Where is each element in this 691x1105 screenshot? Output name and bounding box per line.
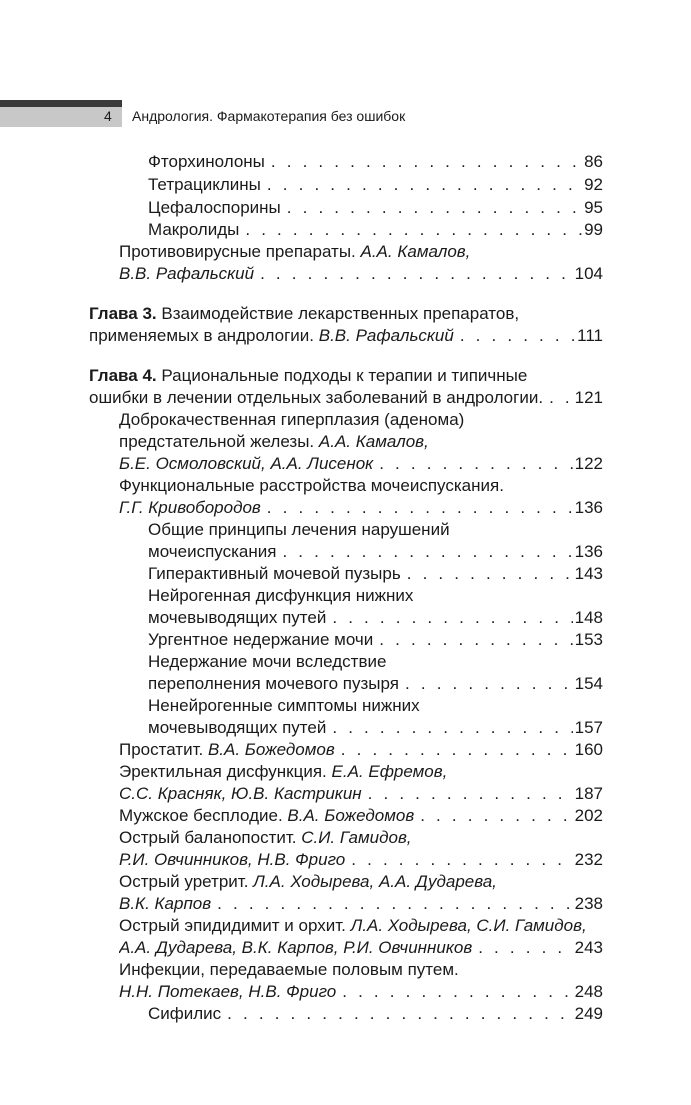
- toc-page-number: 232: [574, 850, 603, 869]
- dot-leader: [368, 783, 573, 805]
- toc-entry-balanoposthitis-line1: [119, 827, 603, 849]
- toc-entry-tsefalosporiny: [148, 197, 603, 219]
- toc-entry-author: Л.А. Ходырева, С.И. Гамидов,: [350, 916, 587, 935]
- toc-chapter-3-line2: [89, 325, 603, 347]
- toc-page-number: 111: [577, 326, 603, 345]
- dot-leader: [287, 197, 582, 219]
- page-number: 4: [104, 108, 112, 124]
- toc-chapter-3-line1: [89, 303, 603, 325]
- toc-entry-overflow-line1: [148, 651, 603, 673]
- toc-entry-nonneurogenic-line2: [148, 717, 603, 739]
- toc-entry-nonneurogenic-line1: [148, 695, 603, 717]
- toc-entry-label: мочевыводящих путей: [148, 718, 327, 737]
- toc-entry-author: С.С. Красняк, Ю.В. Кастрикин: [119, 784, 362, 803]
- dot-leader: [260, 263, 573, 285]
- toc-entry-label: Ургентное недержание мочи: [148, 630, 374, 649]
- toc-entry-label: предстательной железы.: [119, 432, 315, 451]
- toc-page-number: 238: [574, 894, 603, 913]
- toc-entry-author: А.А. Дударева, В.К. Карпов, Р.И. Овчинников: [119, 938, 473, 957]
- toc-entry-antiviral-line1: [119, 241, 603, 263]
- dot-leader: [267, 497, 573, 519]
- toc-page-number: 136: [574, 498, 603, 517]
- toc-entry-label: Функциональные расстройства мочеиспускания.: [119, 476, 504, 495]
- dot-leader: [405, 673, 573, 695]
- toc-entry-functional-line2: [119, 497, 603, 519]
- header-bar-dark: [0, 100, 122, 107]
- toc-page-number: 154: [574, 674, 603, 693]
- toc-entry-principles-line2: [148, 541, 603, 563]
- dot-leader: [245, 219, 582, 241]
- toc-entry-prostatitis: [119, 739, 603, 761]
- toc-chapter-4-line2: [89, 387, 603, 409]
- toc-entry-functional-line1: [119, 475, 603, 497]
- toc-page-number: 148: [574, 608, 603, 627]
- toc-page-number: 99: [584, 220, 603, 239]
- toc-entry-urge-incontinence: [148, 629, 603, 651]
- toc-entry-label: переполнения мочевого пузыря: [148, 674, 399, 693]
- toc-entry-author: Л.А. Ходырева, А.А. Дударева,: [253, 872, 497, 891]
- toc-entry-author: В.К. Карпов: [119, 894, 212, 913]
- toc-entry-overactive-bladder: [148, 563, 603, 585]
- toc-entry-label: Эректильная дисфункция.: [119, 762, 327, 781]
- toc-entry-label: Общие принципы лечения нарушений: [148, 520, 450, 539]
- toc-entry-bph-line1: [119, 409, 603, 431]
- dot-leader: [407, 563, 573, 585]
- dot-leader: [549, 387, 573, 409]
- toc-entry-author: В.В. Рафальский: [318, 326, 454, 345]
- toc-page-number: 202: [574, 806, 603, 825]
- dot-leader: [332, 607, 572, 629]
- toc-entry-syphilis: [148, 1003, 603, 1025]
- toc-entry-sti-line1: [119, 959, 603, 981]
- toc-entry-label: Фторхинолоны: [148, 152, 265, 171]
- toc-entry-epididymitis-line2: [119, 937, 603, 959]
- toc-entry-bph-line2: [119, 431, 603, 453]
- toc-page-number: 160: [574, 740, 603, 759]
- toc-entry-author: Е.А. Ефремов,: [331, 762, 448, 781]
- toc-entry-ed-line1: [119, 761, 603, 783]
- toc-chapter-4-line1: [89, 365, 603, 387]
- toc-page-number: 86: [584, 152, 603, 171]
- toc-entry-author: В.А. Божедомов: [207, 740, 335, 759]
- toc-entry-neurogenic-line2: [148, 607, 603, 629]
- toc-entry-label: Доброкачественная гиперплазия (аденома): [119, 410, 465, 429]
- toc-page-number: 187: [574, 784, 603, 803]
- toc-page-number: 121: [574, 388, 603, 407]
- toc-entry-label: Макролиды: [148, 220, 240, 239]
- dot-leader: [342, 981, 572, 1003]
- toc-entry-label: Инфекции, передаваемые половым путем.: [119, 960, 459, 979]
- toc-entry-label: Противовирусные препараты.: [119, 242, 356, 261]
- toc-entry-urethritis-line1: [119, 871, 603, 893]
- toc-entry-label: мочеиспускания: [148, 542, 277, 561]
- chapter-label: Глава 3.: [89, 304, 157, 323]
- dot-leader: [379, 629, 572, 651]
- dot-leader: [271, 151, 582, 173]
- toc-entry-balanoposthitis-line2: [119, 849, 603, 871]
- dot-leader: [227, 1003, 572, 1025]
- chapter-label: Глава 4.: [89, 366, 157, 385]
- dot-leader: [282, 541, 572, 563]
- toc-entry-overflow-line2: [148, 673, 603, 695]
- toc-entry-author: Р.И. Овчинников, Н.В. Фриго: [119, 850, 346, 869]
- toc-entry-ed-line2: [119, 783, 603, 805]
- toc-entry-label: ошибки в лечении отдельных заболеваний в андрологии.: [89, 388, 544, 407]
- toc-entry-antiviral-line2: [119, 263, 603, 285]
- dot-leader: [460, 325, 575, 347]
- dot-leader: [332, 717, 572, 739]
- toc-entry-tetratsikliny: [148, 174, 603, 196]
- toc-entry-label: Мужское бесплодие.: [119, 806, 283, 825]
- dot-leader: [267, 174, 582, 196]
- toc-entry-neurogenic-line1: [148, 585, 603, 607]
- toc-page-number: 249: [574, 1004, 603, 1023]
- toc-entry-label: Острый уретрит.: [119, 872, 249, 891]
- toc-entry-label: Нейрогенная дисфункция нижних: [148, 586, 414, 605]
- toc-entry-label: Тетрациклины: [148, 175, 261, 194]
- toc-entry-label: применяемых в андрологии.: [89, 326, 315, 345]
- toc-entry-label: Острый баланопостит.: [119, 828, 297, 847]
- toc-entry-label: Ненейрогенные симптомы нижних: [148, 696, 420, 715]
- toc-entry-epididymitis-line1: [119, 915, 603, 937]
- toc-entry-label: Простатит.: [119, 740, 204, 759]
- toc-entry-sti-line2: [119, 981, 603, 1003]
- toc-page-number: 143: [574, 564, 603, 583]
- toc-entry-author: Н.Н. Потекаев, Н.В. Фриго: [119, 982, 337, 1001]
- toc-page-number: 153: [574, 630, 603, 649]
- dot-leader: [379, 453, 572, 475]
- toc-entry-label: Острый эпидидимит и орхит.: [119, 916, 346, 935]
- toc-entry-author: Б.Е. Осмоловский, А.А. Лисенок: [119, 454, 374, 473]
- toc-entry-author: Г.Г. Кривобородов: [119, 498, 261, 517]
- toc-entry-label: Гиперактивный мочевой пузырь: [148, 564, 401, 583]
- toc-page-number: 243: [574, 938, 603, 957]
- toc-page-number: 248: [574, 982, 603, 1001]
- toc-page-number: 92: [584, 175, 603, 194]
- toc-page-number: 122: [574, 454, 603, 473]
- toc-entry-author: А.А. Камалов,: [360, 242, 471, 261]
- toc-entry-infertility: [119, 805, 603, 827]
- toc-entry-bph-line3: [119, 453, 603, 475]
- toc-entry-principles-line1: [148, 519, 603, 541]
- dot-leader: [478, 937, 572, 959]
- toc-entry-label: Рациональные подходы к терапии и типичные: [161, 366, 528, 385]
- toc-entry-label: Сифилис: [148, 1004, 222, 1023]
- dot-leader: [341, 739, 573, 761]
- toc-entry-author: С.И. Гамидов,: [301, 828, 412, 847]
- toc-entry-urethritis-line2: [119, 893, 603, 915]
- toc-entry-makrolidy: [148, 219, 603, 241]
- toc-page-number: 95: [584, 198, 603, 217]
- running-title: Андрология. Фармакотерапия без ошибок: [132, 108, 406, 124]
- toc-entry-label: Недержание мочи вследствие: [148, 652, 387, 671]
- dot-leader: [217, 893, 572, 915]
- toc-entry-label: Цефалоспорины: [148, 198, 281, 217]
- toc-entry-ftorkhinolony: [148, 151, 603, 173]
- toc-entry-label: мочевыводящих путей: [148, 608, 327, 627]
- dot-leader: [420, 805, 572, 827]
- toc-entry-author: В.А. Божедомов: [287, 806, 415, 825]
- toc-page-number: 104: [574, 264, 603, 283]
- toc-entry-label: Взаимодействие лекарственных препаратов,: [161, 304, 520, 323]
- toc-entry-author: В.В. Рафальский: [119, 264, 255, 283]
- toc-page-number: 157: [574, 718, 603, 737]
- toc-page-number: 136: [574, 542, 603, 561]
- dot-leader: [351, 849, 572, 871]
- toc-entry-author: А.А. Камалов,: [318, 432, 429, 451]
